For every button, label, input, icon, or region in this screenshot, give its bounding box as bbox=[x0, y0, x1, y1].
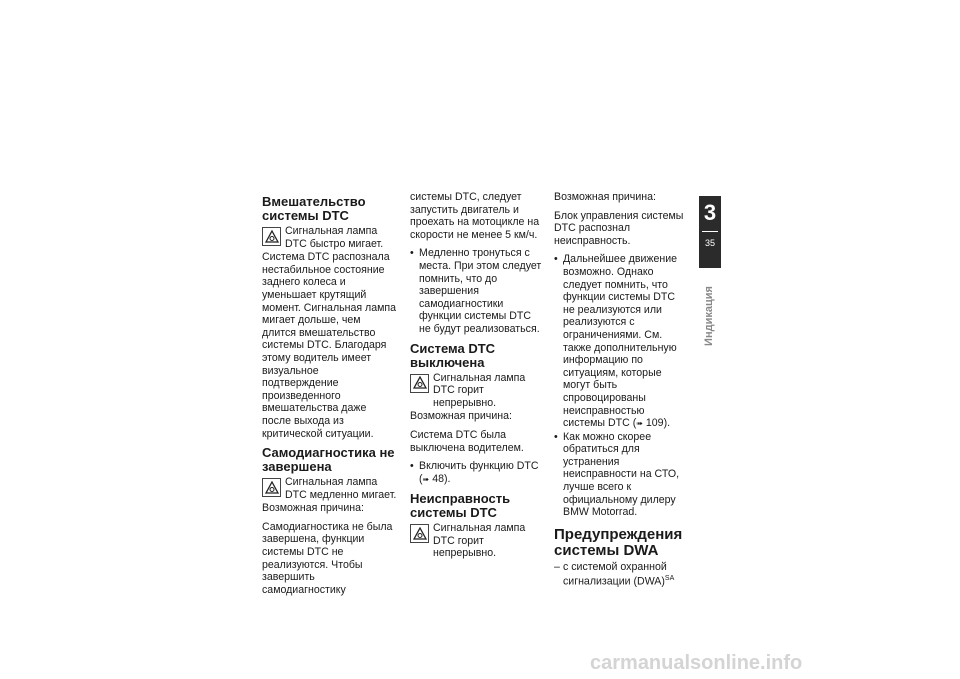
dtc-warning-icon bbox=[410, 524, 429, 543]
dtc-warning-icon bbox=[262, 478, 281, 497]
paragraph: Система DTC была выключена водителем. bbox=[410, 428, 524, 454]
page-ref-arrow-icon: ➠ bbox=[422, 474, 430, 484]
warning-light-block bbox=[262, 476, 397, 501]
warning-text: Сигнальная лампа DTC горит непрерывно. bbox=[433, 522, 526, 560]
chapter-number: 3 bbox=[703, 200, 717, 225]
list-item: • Включить функцию DTC (➠ 48). bbox=[410, 460, 539, 485]
warning-text: Сигнальная лампа DTC горит непрерывно. bbox=[433, 371, 526, 409]
paragraph: Система DTC распознала нестабильное состояние заднего колеса и уменьшает крутящий момент. Сигнальная лампа мигает дольше, чем длится вмешательство системы DTC. Благодаря этому водитель имеет визуальное подтверждение произведенного вмешательства даже после выхода из критической ситуации. bbox=[262, 251, 397, 440]
heading-dtc-off: Система DTC выключена bbox=[410, 340, 496, 370]
column-3 bbox=[554, 191, 688, 595]
heading-self-diagnosis: Самодиагностика не завершена bbox=[262, 445, 395, 475]
cause-label: Возможная причина: bbox=[554, 191, 656, 203]
page-ref-arrow-icon: ➠ bbox=[636, 419, 643, 429]
list-item: • Как можно скорее обратиться для устранения неисправности на СТО, лучше всего к официальному дилеру BMW Motorrad. bbox=[554, 430, 680, 519]
warning-light-block bbox=[410, 372, 544, 410]
warning-light-block bbox=[262, 225, 397, 250]
dtc-warning-icon bbox=[262, 227, 281, 246]
list-item: • Дальнейшее движение возможно. Однако следует помнить, что функции системы DTC не реализуются или реализуются с ограничениями. См. также дополнительную информацию по ситуациям, которые могут быть спровоцированы неисправностью системы DTC (➠ 109). bbox=[554, 253, 678, 430]
paragraph: Самодиагностика не была завершена, функции системы DTC не реализуются. Чтобы завершить самодиагностику bbox=[262, 520, 393, 596]
list-item: • Медленно тронуться с места. При этом следует помнить, что до завершения самодиагностики функции системы DTC не будут реализоваться. bbox=[410, 247, 542, 335]
heading-dtc-intervention: Вмешательство системы DTC bbox=[262, 194, 366, 223]
paragraph: системы DTC, следует запустить двигатель и проехать на мотоцикле на скорости не менее 5 км/ч. bbox=[410, 191, 540, 241]
column-1 bbox=[262, 191, 397, 602]
bullet-list bbox=[554, 253, 688, 518]
heading-dwa-warnings: Предупреждения системы DWA bbox=[554, 525, 683, 559]
dash-list bbox=[554, 561, 688, 589]
page-number: 35 bbox=[704, 238, 715, 248]
cause-label: Возможная причина: bbox=[262, 502, 364, 515]
warning-text: Сигнальная лампа DTC быстро мигает. bbox=[285, 225, 384, 250]
side-label: Индикация bbox=[703, 286, 715, 346]
list-item: – с системой охранной сигнализации (DWA)$^{SA}$ bbox=[554, 560, 675, 588]
bullet-list bbox=[410, 247, 544, 335]
cause-label: Возможная причина: bbox=[410, 410, 512, 423]
watermark: carmanualsonline.info bbox=[590, 652, 803, 674]
bullet-list bbox=[410, 460, 544, 486]
warning-text: Сигнальная лампа DTC медленно мигает. bbox=[285, 476, 397, 501]
heading-dtc-fault: Неисправность системы DTC bbox=[410, 491, 511, 521]
warning-light-block bbox=[410, 522, 544, 560]
chapter-tab bbox=[699, 196, 721, 268]
dtc-warning-icon bbox=[410, 374, 429, 393]
column-2 bbox=[410, 191, 544, 561]
paragraph: Блок управления системы DTC распознал неисправность. bbox=[554, 209, 684, 247]
